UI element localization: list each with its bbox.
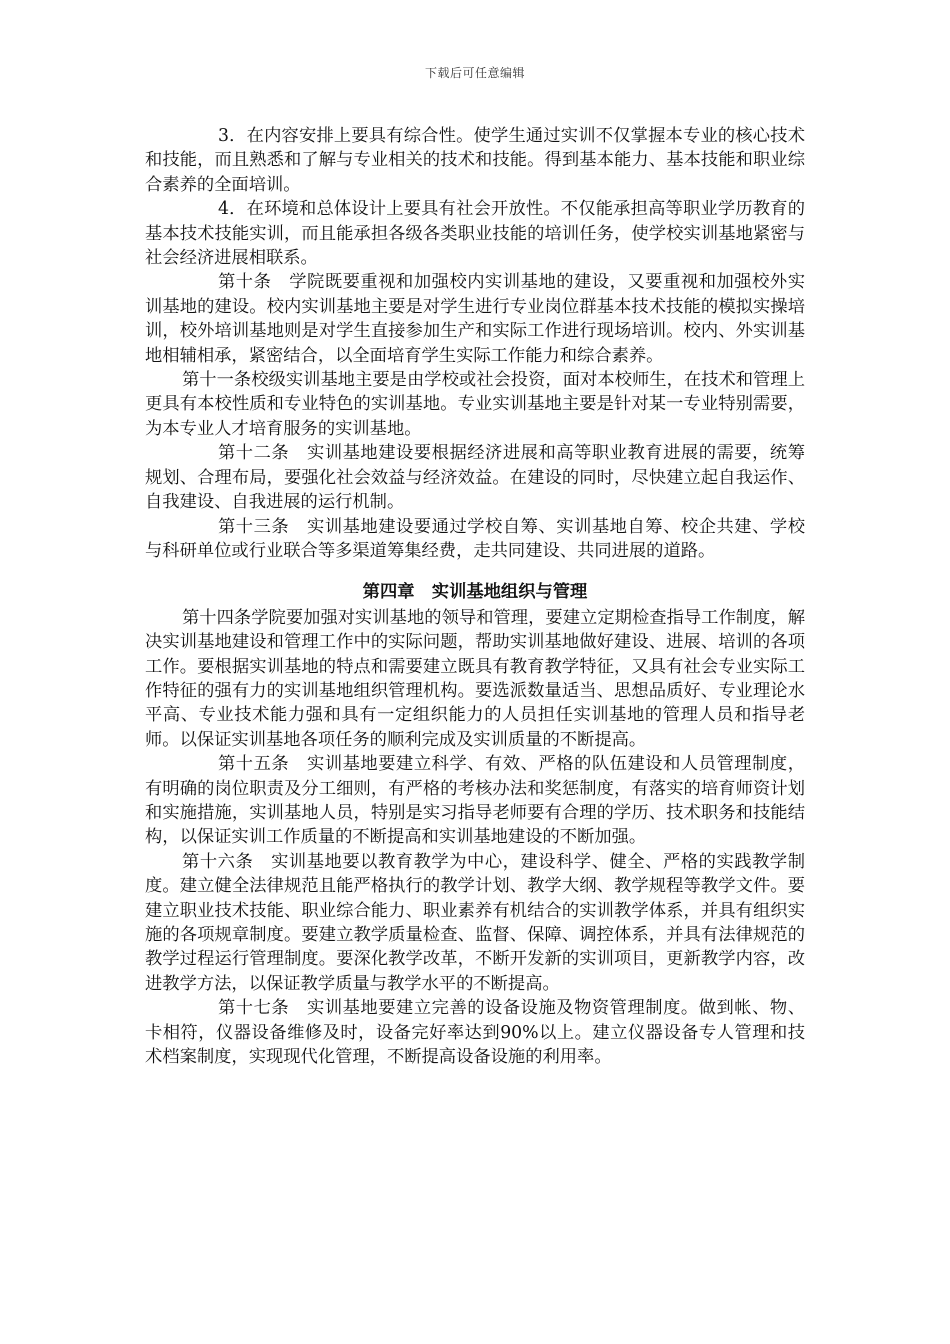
paragraph-article-14: 第十四条学院要加强对实训基地的领导和管理，要建立定期检查指导工作制度，解决实训基地建设和管理工作中的实际问题，帮助实训基地做好建设、进展、培训的各项工作。要根据实训基地的特点和需要建立既具有教育教学特征，又具有社会专业实际工作特征的强有力的实训基地组织管理机构。要选派数量适当、思想品质好、专业理论水平高、专业技术能力强和具有一定组织能力的人员担任实训基地的管理人员和指导老师。以保证实训基地各项任务的顺利完成及实训质量的不断提高。 <box>145 607 805 750</box>
paragraph-article-15: 第十五条 实训基地要建立科学、有效、严格的队伍建设和人员管理制度，有明确的岗位职责及分工细则，有严格的考核办法和奖惩制度，有落实的培育师资计划和实施措施，实训基地人员，特别是实习指导老师要有合理的学历、技术职务和技能结构，以保证实训工作质量的不断提高和实训基地建设的不断加强。 <box>145 754 805 848</box>
page-header: 下载后可任意编辑 <box>424 66 525 80</box>
paragraph-article-11: 第十一条校级实训基地主要是由学校或社会投资，面对本校师生，在技术和管理上更具有本校性质和专业特色的实训基地。专业实训基地主要是针对某一专业特别需要，为本专业人才培育服务的实训基地。 <box>145 370 805 439</box>
paragraph-article-12: 第十二条 实训基地建设要根据经济进展和高等职业教育进展的需要，统筹规划、合理布局，要强化社会效益与经济效益。在建设的同时，尽快建立起自我运作、自我建设、自我进展的运行机制。 <box>145 443 805 513</box>
document-body <box>145 124 805 1069</box>
paragraph-article-17: 第十七条 实训基地要建立完善的设备设施及物资管理制度。做到帐、物、卡相符，仪器设备维修及时，设备完好率达到90%以上。建立仪器设备专人管理和技术档案制度，实现现代化管理，不断提高设备设施的利用率。 <box>145 998 805 1068</box>
paragraph-article-16: 第十六条 实训基地要以教育教学为中心，建设科学、健全、严格的实践教学制度。建立健全法律规范且能严格执行的教学计划、教学大纲、教学规程等教学文件。要建立职业技术技能、职业综合能力、职业素养有机结合的实训教学体系，并具有组织实施的各项规章制度。要建立教学质量检查、监督、保障、调控体系，并具有法律规范的教学过程运行管理制度。要深化教学改革，不断开发新的实训项目，更新教学内容，改进教学方法，以保证教学质量与教学水平的不断提高。 <box>145 851 805 994</box>
chapter-title: 第四章 实训基地组织与管理 <box>362 582 588 603</box>
paragraph-article-10: 第十条 学院既要重视和加强校内实训基地的建设，又要重视和加强校外实训基地的建设。校内实训基地主要是对学生进行专业岗位群基本技术技能的模拟实操培训，校外培训基地则是对学生直接参加生产和实际工作进行现场培训。校内、外实训基地相辅相承，紧密结合，以全面培育学生实际工作能力和综合素养。 <box>145 272 805 366</box>
paragraph-article-9-item-4: 4．在环境和总体设计上要具有社会开放性。不仅能承担高等职业学历教育的基本技术技能实训，而且能承担各级各类职业技能的培训任务，使学校实训基地紧密与社会经济进展相联系。 <box>145 199 805 269</box>
paragraph-article-9-item-3: 3．在内容安排上要具有综合性。使学生通过实训不仅掌握本专业的核心技术和技能，而且熟悉和了解与专业相关的技术和技能。得到基本能力、基本技能和职业综合素养的全面培训。 <box>145 126 805 195</box>
paragraph-article-13: 第十三条 实训基地建设要通过学校自筹、实训基地自筹、校企共建、学校与科研单位或行业联合等多渠道筹集经费，走共同建设、共同进展的道路。 <box>145 516 805 561</box>
